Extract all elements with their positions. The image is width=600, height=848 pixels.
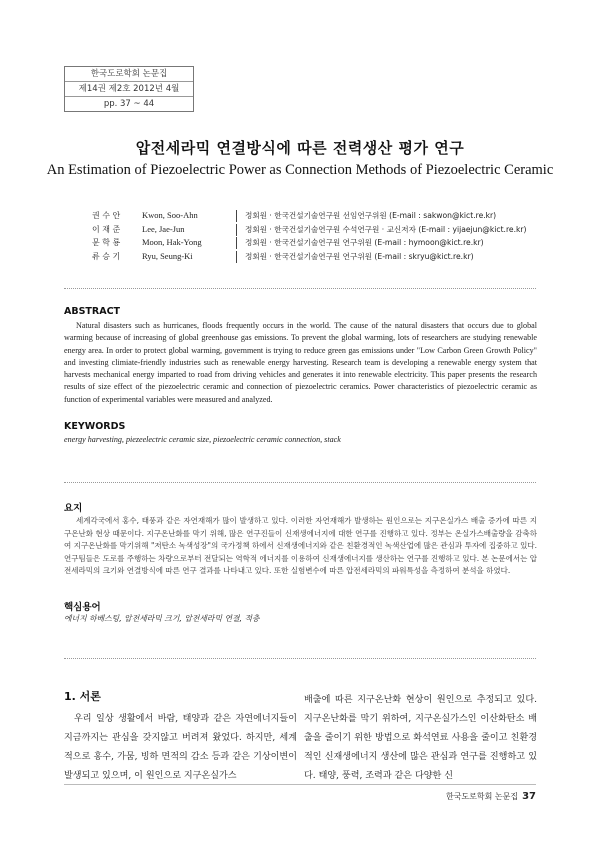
author-divider — [236, 224, 245, 236]
author-list — [92, 209, 526, 263]
author-row — [92, 209, 526, 223]
introduction-heading: 1. 서론 — [64, 690, 101, 703]
author-affiliation: 정회원 · 한국건설기술연구원 연구위원 (E-mail : skryu@kict.re.kr) — [245, 251, 474, 261]
page-footer — [446, 791, 536, 802]
author-name-english: Ryu, Seung-Ki — [142, 250, 193, 261]
author-name-korean: 류 승 기 — [92, 251, 121, 261]
author-name-english: Kwon, Soo-Ahn — [142, 210, 198, 220]
author-row — [92, 223, 526, 237]
author-name-english: Moon, Hak-Yong — [142, 237, 202, 247]
introduction-left-column: 우리 일상 생활에서 바람, 태양과 같은 자연에너지들이 지금까지는 관심을 갖지않고 버려져 왔었다. 하지만, 세계적으로 홍수, 가뭄, 빙하 면적의 감소 등과 같은 기상이변이 발생되고 있으며, 이 원인으로 지구온실가스 — [64, 714, 297, 781]
author-row — [92, 236, 526, 250]
section-divider — [64, 288, 536, 289]
author-divider — [236, 251, 245, 263]
title-english: An Estimation of Piezoelectric Power as Connection Methods of Piezoelectric Ceramic — [46, 162, 554, 178]
journal-pages: pp. 37 ~ 44 — [103, 99, 155, 109]
author-row — [92, 250, 526, 264]
keywords-korean-heading: 핵심용어 — [64, 602, 101, 613]
keywords-korean-text: 에너지 하베스팅, 압전세라믹 크기, 압전세라믹 연결, 적층 — [64, 614, 260, 623]
author-affiliation: 정회원 · 한국건설기술연구원 수석연구원 · 교신저자 (E-mail : yijaejun@kict.re.kr) — [245, 224, 527, 234]
title-korean: 압전세라믹 연결방식에 따른 전력생산 평가 연구 — [135, 139, 465, 157]
author-affiliation: 정회원 · 한국건설기술연구원 선임연구위원 (E-mail : sakwon@kict.re.kr) — [245, 211, 497, 220]
abstract-text: Natural disasters such as hurricanes, floods frequently occurs in the world. The cause of the natural disasters that occurs due to global warming because of increasing of global greenhouse gas emissions. To prevent the global warming, lots of researchers are studying renewable energy area. In order to protect global warming, government is trying to reduce green gas emissions under "Low Carbon Green Growth Policy" and investing climiate-friendly industries such as renewable energy harvesting. Research team is developing a renewable energy system that harvests mechanical energy imparted to road from driving vehicles and generates it into renewable electricity. This paper presents the research results of size effect of the piezoelectric ceramic and connection of piezoelectric ceramics. Power characteristics of piezoelectric ceramic as function of experimental variables were measured and analyzed. — [64, 321, 537, 404]
author-name-english: Lee, Jae-Jun — [142, 223, 185, 234]
footer-divider — [64, 784, 536, 785]
author-name-korean: 권 수 안 — [92, 211, 121, 220]
footer-journal-name: 한국도로학회 논문집 — [445, 792, 519, 801]
summary-korean-heading: 요지 — [64, 503, 83, 514]
page-number: 37 — [522, 791, 536, 802]
author-affiliation: 정회원 · 한국건설기술연구원 연구위원 (E-mail : hymoon@kict.re.kr) — [245, 238, 484, 247]
author-name-korean: 이 재 준 — [92, 224, 121, 234]
journal-volume: 제14권 제2호 2012년 4월 — [65, 82, 193, 97]
section-divider — [64, 482, 536, 483]
journal-info-box — [64, 66, 194, 112]
section-divider — [64, 658, 536, 659]
introduction-right-column: 배출에 따른 지구온난화 현상이 원인으로 추정되고 있다. 지구온난화를 막기 위하여, 지구온실가스인 이산화탄소 배출을 줄이기 위한 방법으로 화석연료 사용을 줄이고 친환경적인 신재생에너지 생산에 많은 관심과 연구를 진행하고 있다. 태양, 풍력, 조력과 같은 다양한 신 — [304, 695, 537, 781]
journal-name: 한국도로학회 논문집 — [65, 67, 193, 82]
keywords-text: energy harvesting, piezeelectric ceramic size, piezoelectric ceramic connection, stack — [64, 435, 341, 444]
author-name-korean: 문 학 룡 — [92, 238, 121, 247]
summary-korean-text: 세계각국에서 홍수, 태풍과 같은 자연재해가 많이 발생하고 있다. 이러한 자연재해가 발생하는 원인으로는 지구온실가스 배출 증가에 따른 지구온난화 현상 때문이다. 지구온난화를 막기 위해, 많은 연구진들이 신재생에너지에 대한 연구를 진행하고 있다. 정부는 온실가스배출량을 감축하여 지구온난화를 막기위해 "저탄소 녹색성장"의 국가정책 하에서 신재생에너지와 같은 친환경적인 녹색산업에 많은 관심과 투자에 집중하고 있다. 연구팀들은 도로를 주행하는 차량으로부터 전달되는 역학적 에너지를 이용하여 신재생에너지를 생산하는 연구를 진행하고 있다. 본 논문에서는 압전세라믹의 크기와 연결방식에 따른 연구 결과를 나타내고 있다. 또한 실험변수에 따른 압전세라믹의 파워특성을 측정하여 분석을 하였다. — [64, 516, 537, 576]
author-divider — [236, 237, 245, 249]
author-divider — [236, 210, 245, 222]
abstract-heading: ABSTRACT — [64, 306, 121, 317]
keywords-heading: KEYWORDS — [64, 421, 126, 432]
